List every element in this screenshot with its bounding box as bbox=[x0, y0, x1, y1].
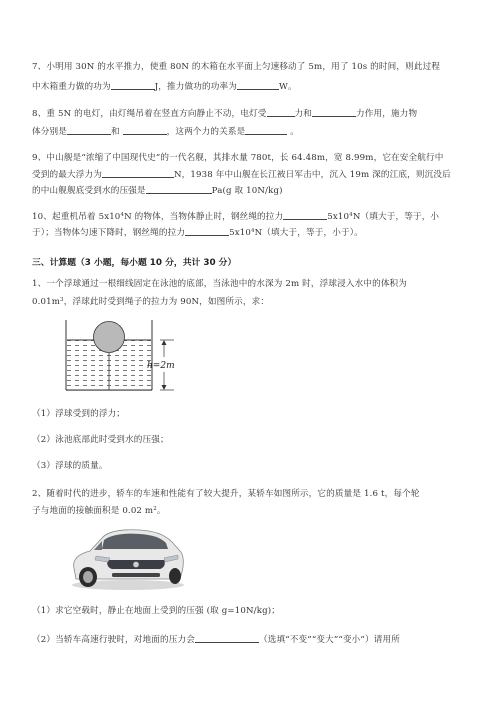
c1-subq-1: （1）浮球受到的浮力； bbox=[32, 409, 126, 419]
c1-line-1: 1、一个浮球通过一根细线固定在泳池的底部，当泳池中的水深为 2m 时，浮球浸入水中的体积为 bbox=[32, 279, 408, 289]
c2-text: （2）当轿车高速行驶时，对地面的压力会 bbox=[32, 635, 196, 645]
answer-blank[interactable] bbox=[102, 168, 174, 178]
height-label: h=2m bbox=[147, 361, 175, 371]
car-rim-front bbox=[83, 571, 93, 583]
c1-exponent: 3 bbox=[60, 297, 64, 303]
q10-line-2 bbox=[32, 226, 472, 239]
q9-line-2 bbox=[32, 168, 472, 181]
c2-subq-1: （1）求它空载时，静止在地面上受到的压强 (取 g=10N/kg)； bbox=[32, 606, 280, 616]
q9-text: N，1938 年中山舰在长江被日军击中，沉入 19m 深的江底，则沉没后 bbox=[173, 170, 451, 180]
answer-blank[interactable] bbox=[123, 125, 167, 135]
c2-text: 。 bbox=[156, 506, 166, 516]
q10-line-1 bbox=[32, 210, 472, 223]
answer-blank[interactable] bbox=[267, 107, 295, 117]
q7-line-1: 7、小明用 30N 的水平推力，使重 80N 的木箱在水平面上匀速移动了 5m，用了 10s 的时间，则此过程 bbox=[32, 62, 441, 72]
q8-text: ，这两个力的关系是 bbox=[166, 127, 246, 137]
q7-text: J，推力做功的功率为 bbox=[154, 82, 237, 92]
c2-text: 子与地面的接触面积是 0.02 m bbox=[32, 506, 154, 516]
car-logo bbox=[133, 562, 139, 568]
answer-blank[interactable] bbox=[67, 125, 111, 135]
float-ball bbox=[94, 322, 125, 353]
q10-text: 10、起重机吊着 5x10 bbox=[32, 212, 121, 222]
c2-subq-2 bbox=[32, 633, 472, 646]
c2-text: （选填“不变”“变大”“变小”）请用所 bbox=[259, 635, 400, 645]
car-lower-intake bbox=[112, 573, 160, 577]
c1-subq-3: （3）浮球的质量。 bbox=[32, 461, 108, 471]
car-wheel-rear bbox=[169, 568, 181, 584]
q8-text: 体分别是 bbox=[32, 127, 67, 137]
q10-text: 5x10 bbox=[327, 212, 350, 222]
c2-line-1: 2、随着时代的进步，轿车的车速和性能有了较大提升，某轿车如图所示，它的质量是 1.6 t，每个轮 bbox=[32, 489, 420, 499]
q10-text: N 的物体，当物体静止时，钢丝绳的拉力 bbox=[124, 212, 284, 222]
section-title: 三、计算题（3 小题，每小题 10 分，共计 30 分） bbox=[32, 258, 237, 268]
q10-text: N（填大于，等于，小 bbox=[352, 212, 440, 222]
answer-blank[interactable] bbox=[237, 80, 279, 90]
q10-text: N（填大于，等于，小于）。 bbox=[254, 228, 363, 238]
answer-blank[interactable] bbox=[245, 125, 287, 135]
q8-text: 力和 bbox=[294, 109, 313, 119]
q8-text: 和 bbox=[110, 127, 120, 137]
q8-text: 。 bbox=[290, 127, 299, 137]
answer-blank[interactable] bbox=[283, 210, 327, 220]
q8-line-1 bbox=[32, 107, 472, 120]
q9-text: Pa(g 取 10N/kg) bbox=[211, 186, 283, 196]
car-image bbox=[68, 524, 186, 592]
c1-text: ，浮球此时受到绳子的拉力为 90N，如图所示，求： bbox=[63, 297, 270, 307]
q9-text: 受到的最大浮力为 bbox=[32, 170, 102, 180]
answer-blank[interactable] bbox=[195, 633, 259, 643]
answer-blank[interactable] bbox=[312, 107, 356, 117]
c2-exponent: 2 bbox=[153, 506, 157, 512]
q8-text: 8、重 5N 的电灯，由灯绳吊着在竖直方向静止不动，电灯受 bbox=[32, 109, 267, 119]
q7-text: W。 bbox=[279, 82, 297, 92]
q10-text: 5x10 bbox=[229, 228, 251, 238]
q10-exponent: 4 bbox=[120, 212, 125, 218]
q10-exponent: 4 bbox=[250, 228, 255, 234]
q9-text: 的中山舰舰底受到水的压强是 bbox=[32, 186, 146, 196]
q7-line-2 bbox=[32, 80, 472, 93]
c1-text: 0.01m bbox=[32, 297, 61, 307]
q9-line-1: 9、中山舰是“浓缩了中国现代史”的一代名舰，其排水量 780t，长 64.48m，宽 8.99m，它在安全航行中 bbox=[32, 153, 444, 163]
c2-line-2 bbox=[32, 505, 472, 517]
q8-line-2 bbox=[32, 125, 472, 138]
q10-text: 于）；当物体匀速下降时，钢丝绳的拉力 bbox=[32, 228, 186, 238]
answer-blank[interactable] bbox=[111, 80, 155, 90]
answer-blank[interactable] bbox=[146, 184, 212, 194]
pool-float-ball-figure bbox=[58, 318, 190, 394]
answer-blank[interactable] bbox=[185, 226, 229, 236]
q10-exponent: 4 bbox=[349, 212, 353, 218]
q8-text: 力作用，施力物 bbox=[356, 109, 418, 119]
q7-text: 中木箱重力做的功为 bbox=[32, 82, 111, 92]
q9-line-3 bbox=[32, 184, 472, 197]
c1-line-2 bbox=[32, 296, 472, 308]
c1-subq-2: （2）泳池底部此时受到水的压强； bbox=[32, 435, 169, 445]
